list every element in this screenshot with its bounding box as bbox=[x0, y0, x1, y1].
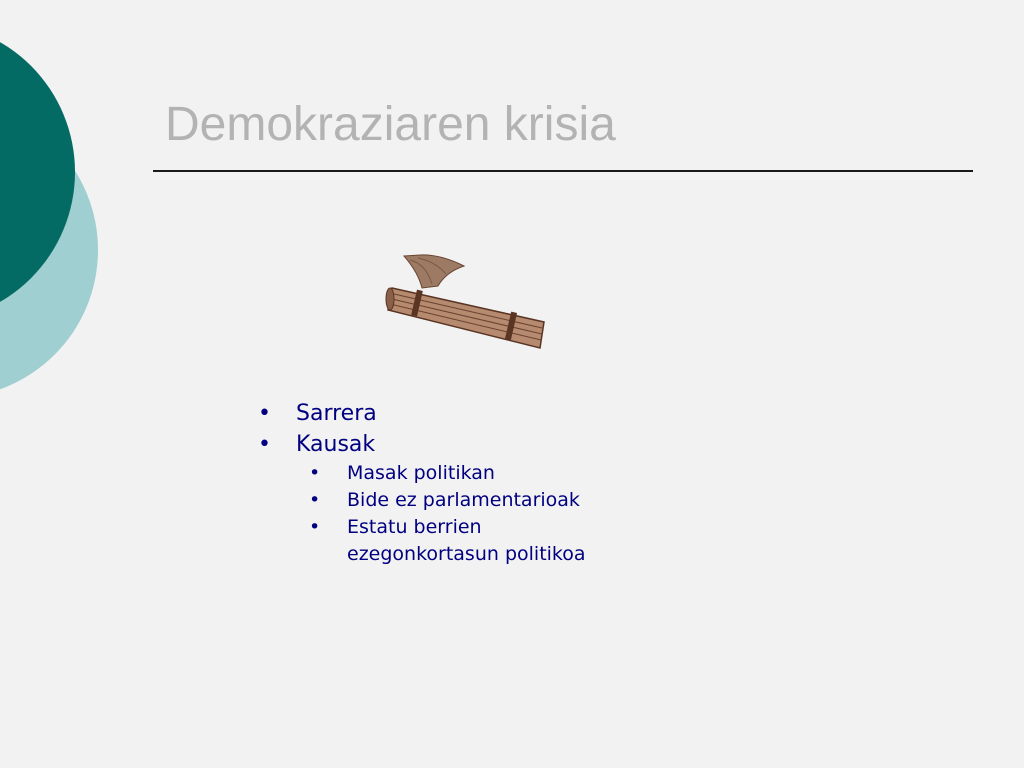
bullet-item: • Kausak bbox=[256, 429, 586, 460]
sub-bullet-item bbox=[256, 514, 586, 568]
fasces-axe-image bbox=[380, 250, 560, 360]
sub-bullet-line: • Bide ez parlamentarioak bbox=[347, 489, 580, 511]
sub-bullet-line: ezegonkortasun politikoa bbox=[347, 543, 586, 565]
slide-title: Demokraziaren krisia bbox=[165, 98, 616, 151]
decorative-circles bbox=[0, 0, 140, 420]
axe-blade bbox=[404, 255, 464, 288]
bullet-list bbox=[256, 398, 586, 568]
sub-bullet-line: • Masak politikan bbox=[347, 462, 495, 484]
fasces-bundle bbox=[386, 288, 544, 348]
title-underline bbox=[153, 170, 973, 172]
sub-bullet-item bbox=[256, 487, 586, 514]
sub-bullet-item bbox=[256, 460, 586, 487]
bullet-item: • Sarrera bbox=[256, 398, 586, 429]
sub-bullet-line: • Estatu berrien bbox=[347, 516, 482, 538]
